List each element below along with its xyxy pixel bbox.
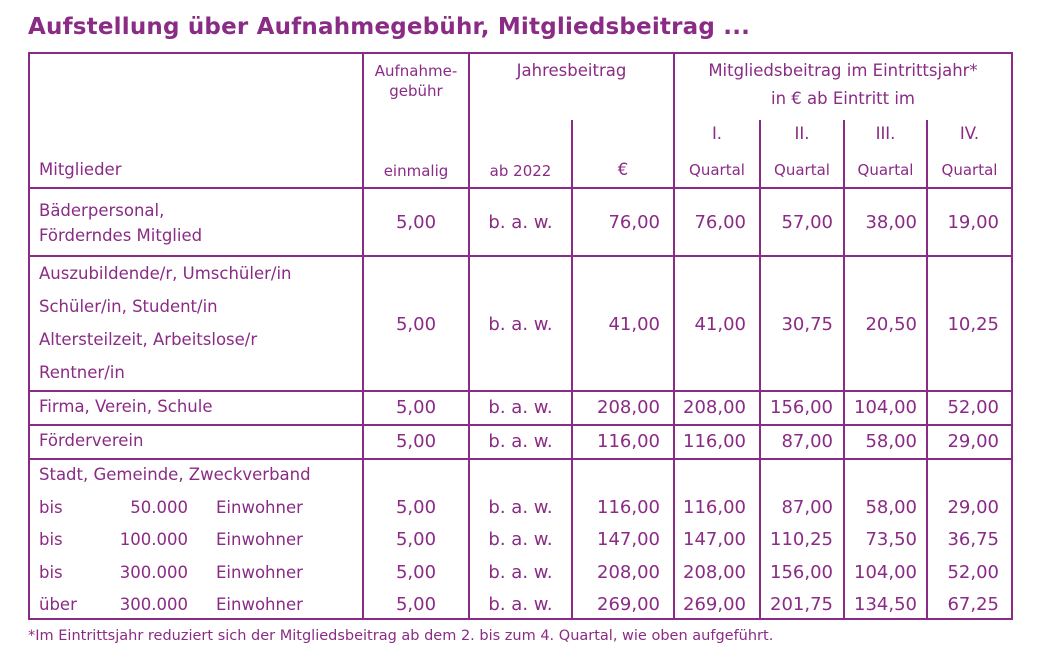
row-divider: [30, 187, 1011, 189]
row-divider: [30, 458, 1011, 460]
city-count: 300.000: [119, 563, 188, 582]
q3-cell: 58,00: [865, 497, 917, 518]
fee-table: [28, 52, 1013, 620]
q4-cell: 19,00: [947, 212, 999, 233]
status-cell: b. a. w.: [488, 594, 553, 615]
header-jahresbeitrag: Jahresbeitrag: [516, 61, 627, 80]
status-cell: b. a. w.: [488, 212, 553, 233]
status-cell: b. a. w.: [488, 562, 553, 583]
status-cell: b. a. w.: [488, 314, 553, 335]
q2-cell: 110,25: [770, 529, 833, 550]
q2-cell: 87,00: [781, 431, 833, 452]
fee-cell: 5,00: [395, 314, 437, 335]
q3-cell: 104,00: [854, 562, 917, 583]
annual-cell: 76,00: [608, 212, 660, 233]
fee-cell: 5,00: [395, 431, 437, 452]
row-divider: [30, 390, 1011, 392]
row-label: Firma, Verein, Schule: [39, 397, 213, 416]
header-einmalig: einmalig: [383, 162, 449, 180]
header-ab-2022: ab 2022: [489, 162, 552, 180]
q3-cell: 58,00: [865, 431, 917, 452]
q1-cell: 269,00: [683, 594, 746, 615]
annual-cell: 116,00: [597, 497, 660, 518]
q2-cell: 156,00: [770, 562, 833, 583]
q3-cell: 134,50: [854, 594, 917, 615]
annual-cell: 116,00: [597, 431, 660, 452]
q1-cell: 116,00: [683, 431, 746, 452]
q3-cell: 38,00: [865, 212, 917, 233]
header-mitgliedsbeitrag-2: in € ab Eintritt im: [770, 89, 915, 108]
q4-cell: 36,75: [947, 529, 999, 550]
fee-cell: 5,00: [395, 529, 437, 550]
status-cell: b. a. w.: [488, 497, 553, 518]
annual-cell: 208,00: [597, 397, 660, 418]
fee-cell: 5,00: [395, 562, 437, 583]
quarter-numeral-4: IV.: [959, 124, 980, 143]
annual-cell: 269,00: [597, 594, 660, 615]
page-title: Aufstellung über Aufnahmegebühr, Mitgliedsbeitrag ...: [28, 14, 751, 40]
q2-cell: 30,75: [781, 314, 833, 335]
q2-cell: 156,00: [770, 397, 833, 418]
q4-cell: 52,00: [947, 562, 999, 583]
header-aufnahme-2: gebühr: [389, 82, 443, 100]
city-unit: Einwohner: [216, 595, 303, 614]
q1-cell: 147,00: [683, 529, 746, 550]
q4-cell: 67,25: [947, 594, 999, 615]
header-quartal-1: Quartal: [689, 161, 745, 179]
header-quartal-2: Quartal: [774, 161, 830, 179]
row-label: Förderverein: [39, 431, 144, 450]
fee-cell: 5,00: [395, 594, 437, 615]
header-mitgliedsbeitrag-1: Mitgliedsbeitrag im Eintrittsjahr*: [708, 61, 978, 80]
city-prefix: bis: [39, 498, 63, 517]
annual-cell: 208,00: [597, 562, 660, 583]
status-cell: b. a. w.: [488, 529, 553, 550]
city-prefix: bis: [39, 563, 63, 582]
annual-cell: 41,00: [608, 314, 660, 335]
city-count: 300.000: [119, 595, 188, 614]
header-euro: €: [617, 160, 629, 179]
fee-cell: 5,00: [395, 212, 437, 233]
row-label: Bäderpersonal,: [39, 201, 165, 220]
q4-cell: 52,00: [947, 397, 999, 418]
row-label: Schüler/in, Student/in: [39, 297, 218, 316]
row-label: Rentner/in: [39, 363, 125, 382]
fee-cell: 5,00: [395, 497, 437, 518]
q1-cell: 76,00: [694, 212, 746, 233]
city-unit: Einwohner: [216, 563, 303, 582]
quarter-numeral-3: III.: [875, 124, 896, 143]
status-cell: b. a. w.: [488, 431, 553, 452]
row-label: Auszubildende/r, Umschüler/in: [39, 264, 292, 283]
group-heading: Stadt, Gemeinde, Zweckverband: [39, 465, 311, 484]
city-unit: Einwohner: [216, 530, 303, 549]
header-mitglieder: Mitglieder: [39, 160, 122, 179]
q3-cell: 73,50: [865, 529, 917, 550]
annual-cell: 147,00: [597, 529, 660, 550]
q2-cell: 57,00: [781, 212, 833, 233]
footnote: *Im Eintrittsjahr reduziert sich der Mitgliedsbeitrag ab dem 2. bis zum 4. Quartal, wie oben aufgeführt.: [28, 628, 774, 644]
row-divider: [30, 255, 1011, 257]
q1-cell: 208,00: [683, 397, 746, 418]
q1-cell: 116,00: [683, 497, 746, 518]
quarter-numeral-2: II.: [794, 124, 810, 143]
q3-cell: 20,50: [865, 314, 917, 335]
q4-cell: 29,00: [947, 497, 999, 518]
quarter-numeral-1: I.: [711, 124, 723, 143]
city-unit: Einwohner: [216, 498, 303, 517]
q4-cell: 10,25: [947, 314, 999, 335]
q4-cell: 29,00: [947, 431, 999, 452]
city-count: 100.000: [119, 530, 188, 549]
city-prefix: über: [39, 595, 77, 614]
row-label: Förderndes Mitglied: [39, 226, 203, 245]
header-quartal-3: Quartal: [857, 161, 914, 179]
city-prefix: bis: [39, 530, 63, 549]
header-aufnahme-1: Aufnahme-: [374, 62, 458, 80]
status-cell: b. a. w.: [488, 397, 553, 418]
q3-cell: 104,00: [854, 397, 917, 418]
header-quartal-4: Quartal: [941, 161, 998, 179]
q2-cell: 87,00: [781, 497, 833, 518]
q1-cell: 41,00: [694, 314, 746, 335]
q1-cell: 208,00: [683, 562, 746, 583]
q2-cell: 201,75: [770, 594, 833, 615]
fee-cell: 5,00: [395, 397, 437, 418]
row-label: Altersteilzeit, Arbeitslose/r: [39, 330, 258, 349]
row-divider: [30, 424, 1011, 426]
city-count: 50.000: [130, 498, 188, 517]
